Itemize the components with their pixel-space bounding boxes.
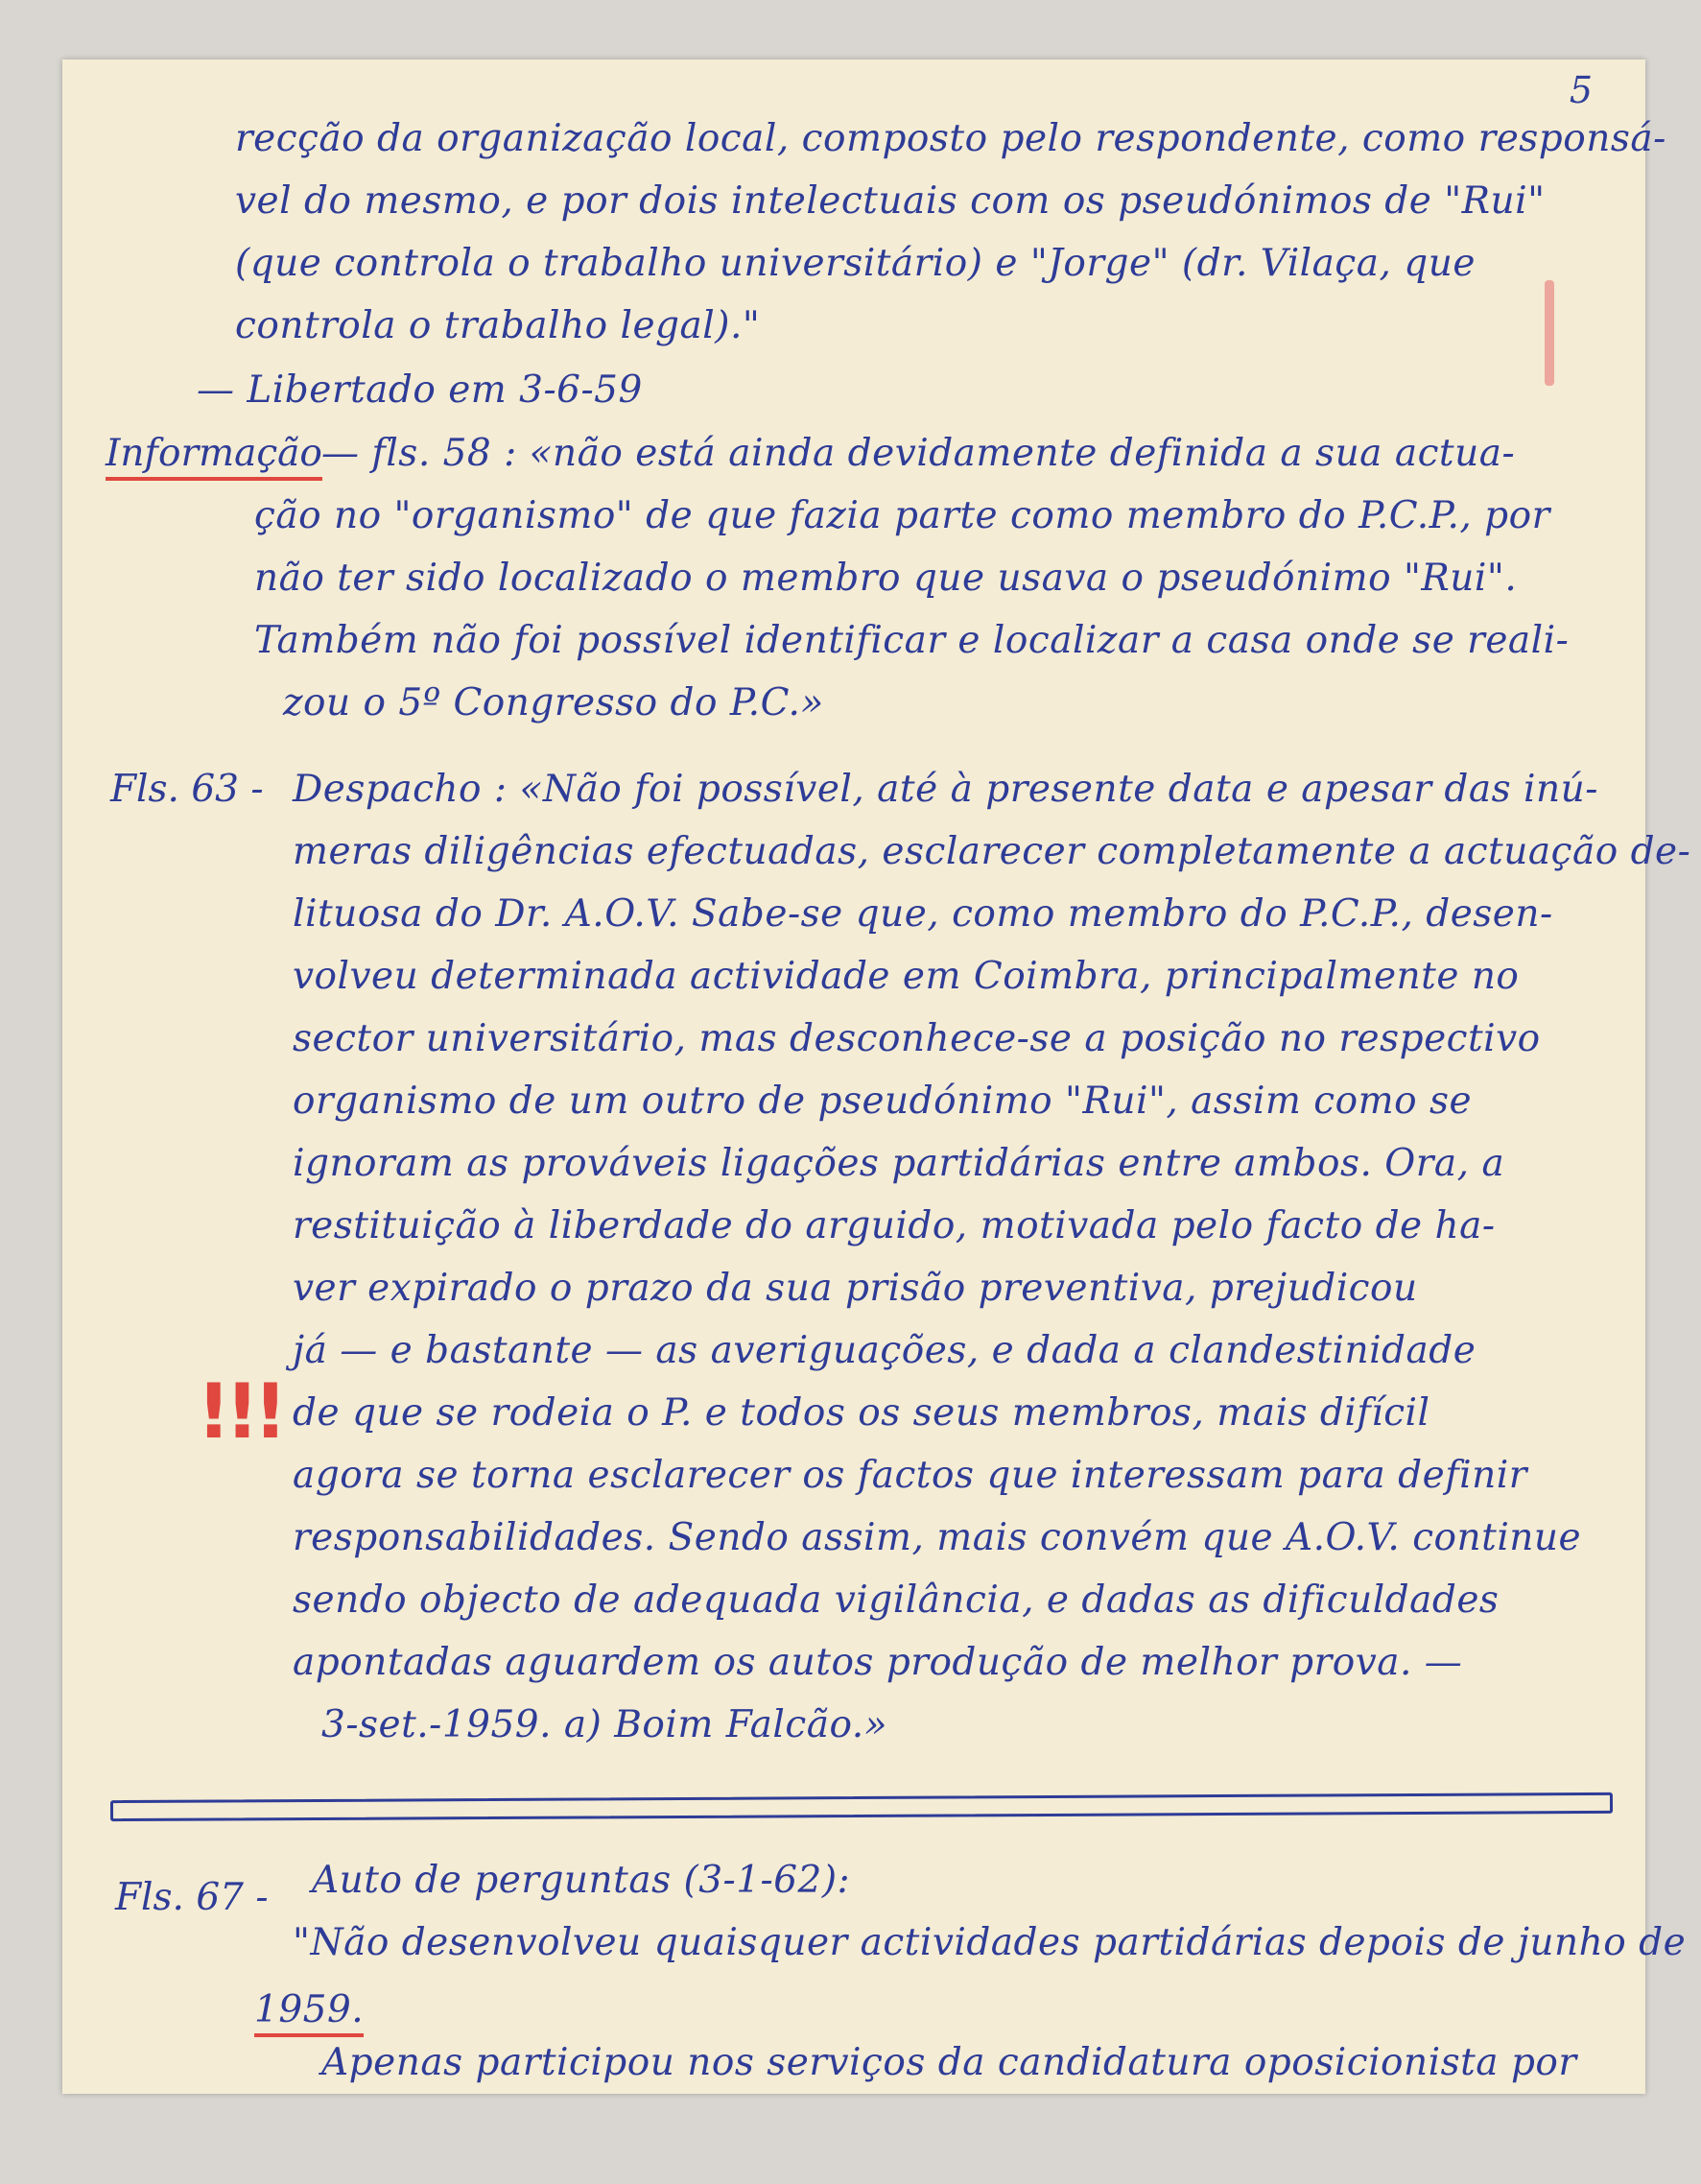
- text-line: — fls. 58 : «não está ainda devidamente definida a sua actua-: [321, 432, 1516, 475]
- text-line: não ter sido localizado o membro que usava o pseudónimo "Rui".: [254, 557, 1518, 600]
- margin-mark: [1545, 280, 1554, 386]
- text-line: (que controla o trabalho universitário) e "Jorge" (dr. Vilaça, que: [235, 242, 1476, 285]
- text-line: Apenas participou nos serviços da candidatura oposicionista por: [321, 2041, 1577, 2084]
- label-fls67: Fls. 67 -: [115, 1876, 269, 1919]
- text-line: — Libertado em 3-6-59: [197, 368, 643, 412]
- text-line: "Não desenvolveu quaisquer actividades partidárias depois de junho de: [293, 1921, 1687, 1964]
- section-divider: [110, 1792, 1613, 1821]
- text-line: volveu determinada actividade em Coimbra, principalmente no: [293, 955, 1520, 998]
- text-line: sendo objecto de adequada vigilância, e dadas as dificuldades: [293, 1579, 1500, 1622]
- text-line: ção no "organismo" de que fazia parte como membro do P.C.P., por: [254, 494, 1550, 537]
- text-line: zou o 5º Congresso do P.C.»: [283, 681, 824, 724]
- text-line: organismo de um outro de pseudónimo "Rui", assim como se: [293, 1080, 1473, 1123]
- text-line: meras diligências efectuadas, esclarecer completamente a actuação de-: [293, 830, 1691, 873]
- text-line: restituição à liberdade do arguido, motivada pelo facto de ha-: [293, 1204, 1496, 1247]
- exclamation-marks: !!!: [197, 1369, 282, 1456]
- text-line: sector universitário, mas desconhece-se a posição no respectivo: [293, 1017, 1541, 1060]
- document-sheet: [62, 59, 1691, 2094]
- text-line: 1959.: [254, 1988, 364, 2037]
- text-line: ignoram as prováveis ligações partidárias entre ambos. Ora, a: [293, 1142, 1505, 1185]
- page-number: 5: [1569, 69, 1593, 111]
- text-line: 3-set.-1959. a) Boim Falcão.»: [321, 1703, 888, 1746]
- text-line: agora se torna esclarecer os factos que interessam para definir: [293, 1454, 1527, 1497]
- text-line: ver expirado o prazo da sua prisão preventiva, prejudicou: [293, 1267, 1418, 1310]
- label-fls63: Fls. 63 -: [110, 768, 264, 811]
- text-line: controla o trabalho legal).": [235, 304, 761, 347]
- text-line: Despacho : «Não foi possível, até à presente data e apesar das inú-: [293, 768, 1598, 811]
- text-line: apontadas aguardem os autos produção de melhor prova. —: [293, 1641, 1463, 1684]
- text-line: Também não foi possível identificar e localizar a casa onde se reali-: [254, 619, 1570, 662]
- text-line: recção da organização local, composto pelo respondente, como responsá-: [235, 117, 1666, 160]
- text-line: responsabilidades. Sendo assim, mais convém que A.O.V. continue: [293, 1516, 1582, 1559]
- text-line: Auto de perguntas (3-1-62):: [312, 1859, 851, 1902]
- text-line: já — e bastante — as averiguações, e dada a clandestinidade: [293, 1329, 1477, 1372]
- text-line: de que se rodeia o P. e todos os seus membros, mais difícil: [293, 1391, 1430, 1435]
- text-line: lituosa do Dr. A.O.V. Sabe-se que, como membro do P.C.P., desen-: [293, 892, 1553, 936]
- label-informacao: Informação: [106, 432, 322, 481]
- text-line: vel do mesmo, e por dois intelectuais com os pseudónimos de "Rui": [235, 179, 1546, 223]
